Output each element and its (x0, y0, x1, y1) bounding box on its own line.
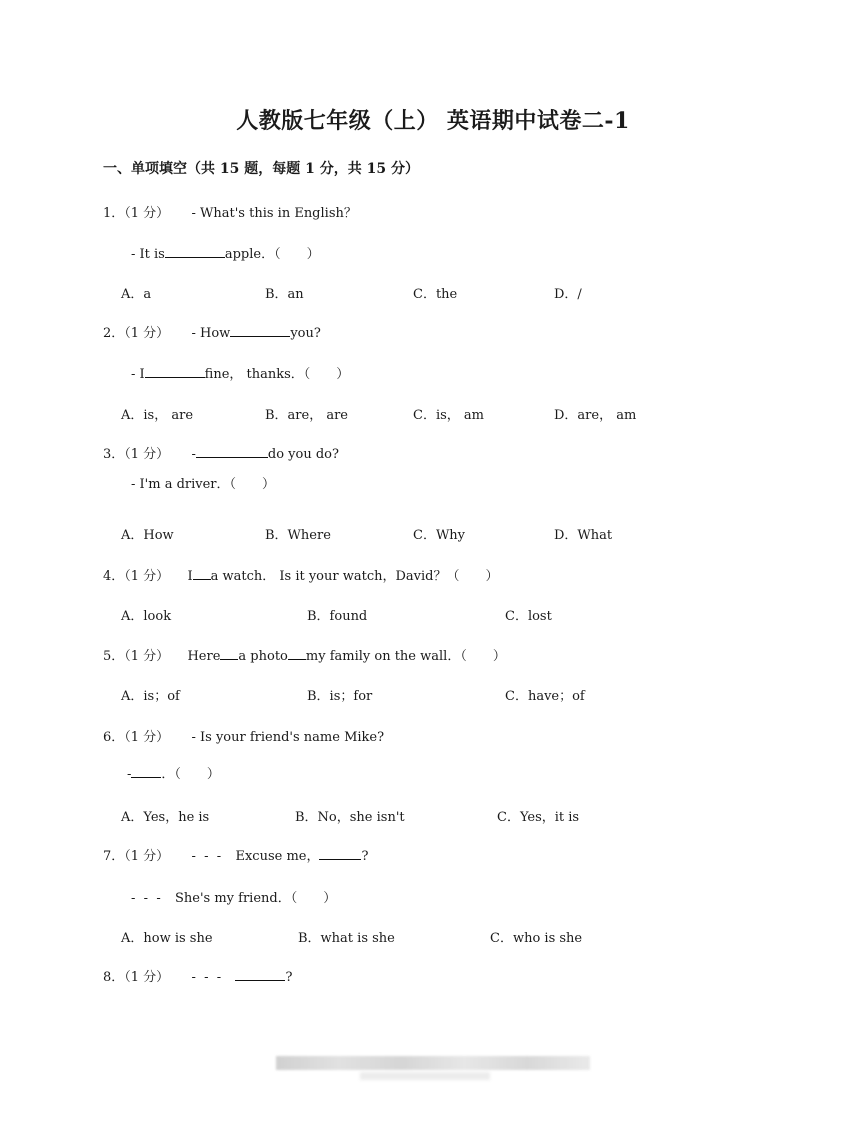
question-8: 8．（1 分） - - - ? (103, 970, 293, 985)
question-number: 4．（1 分） (103, 569, 170, 584)
answer-blank (230, 324, 290, 337)
page-title: 人教版七年级（上） 英语期中试卷二-1 (236, 108, 630, 134)
answer-blank (288, 647, 306, 660)
question-number: 3．（1 分） (103, 447, 170, 462)
question-1 (103, 202, 357, 221)
question-5: 5．（1 分） Here a photo my family on the wall．（ ） (103, 649, 506, 664)
option-d: D．are， am (554, 408, 637, 423)
question-6-response: - ．（ ） (127, 767, 220, 782)
option-b: B．No，she isn't (295, 810, 405, 825)
option-d: D．/ (554, 287, 582, 302)
option-c: C．Yes，it is (497, 810, 580, 825)
option-b: B．Where (265, 528, 331, 543)
question-2-response: - I fine， thanks．（ ） (131, 367, 350, 382)
answer-blank (220, 647, 238, 660)
question-number: 5．（1 分） (103, 649, 170, 664)
question-3-response: - I'm a driver．（ ） (131, 477, 276, 492)
section-heading: 一、单项填空（共 15 题，每题 1 分，共 15 分） (103, 161, 419, 177)
question-number: 8．（1 分） (103, 970, 170, 985)
option-c: C．is， am (413, 408, 484, 423)
option-a: A．Yes，he is (121, 810, 210, 825)
answer-blank (319, 847, 361, 860)
question-number: 6．（1 分） (103, 730, 170, 745)
answer-blank (131, 765, 161, 778)
answer-blank (235, 968, 285, 981)
blurred-footer-watermark (276, 1056, 590, 1070)
option-c: C．Why (413, 528, 466, 543)
question-prompt: What's this in English？ (200, 206, 357, 221)
question-3: 3．（1 分） - do you do? (103, 447, 339, 462)
question-7: 7．（1 分） - - - Excuse me， ? (103, 849, 369, 864)
option-d: D．What (554, 528, 613, 543)
option-a: A．How (121, 528, 174, 543)
option-b: B．are， are (265, 408, 349, 423)
option-a: A．is；of (121, 689, 180, 704)
blurred-footer-watermark-lower (360, 1072, 490, 1080)
option-c: C．lost (505, 609, 552, 624)
question-6: 6．（1 分） - Is your friend's name Mike? (103, 730, 385, 745)
option-a: A．how is she (121, 931, 213, 946)
answer-blank (193, 567, 211, 580)
option-a: A．is， are (121, 408, 194, 423)
option-c: C．the (413, 287, 458, 302)
question-number: 2．（1 分） (103, 326, 170, 341)
answer-blank (196, 445, 268, 458)
answer-blank (145, 365, 205, 378)
option-c: C．who is she (490, 931, 583, 946)
question-number: 7．（1 分） (103, 849, 170, 864)
option-b: B．found (307, 609, 368, 624)
question-4: 4．（1 分） I a watch． Is it your watch，David？（ ） (103, 569, 499, 584)
question-number: 1．（1 分） (103, 206, 170, 221)
question-1-response: - It is apple．（ ） (131, 247, 320, 262)
option-b: B．is；for (307, 689, 373, 704)
option-b: B．an (265, 287, 304, 302)
question-2: 2．（1 分） - How you? (103, 326, 321, 341)
answer-blank (165, 245, 225, 258)
option-a: A．a (121, 287, 152, 302)
option-c: C．have；of (505, 689, 585, 704)
option-b: B．what is she (298, 931, 395, 946)
dialog-dash: - (191, 206, 196, 221)
question-7-response: - - - She's my friend．（ ） (131, 891, 337, 906)
option-a: A．look (121, 609, 172, 624)
